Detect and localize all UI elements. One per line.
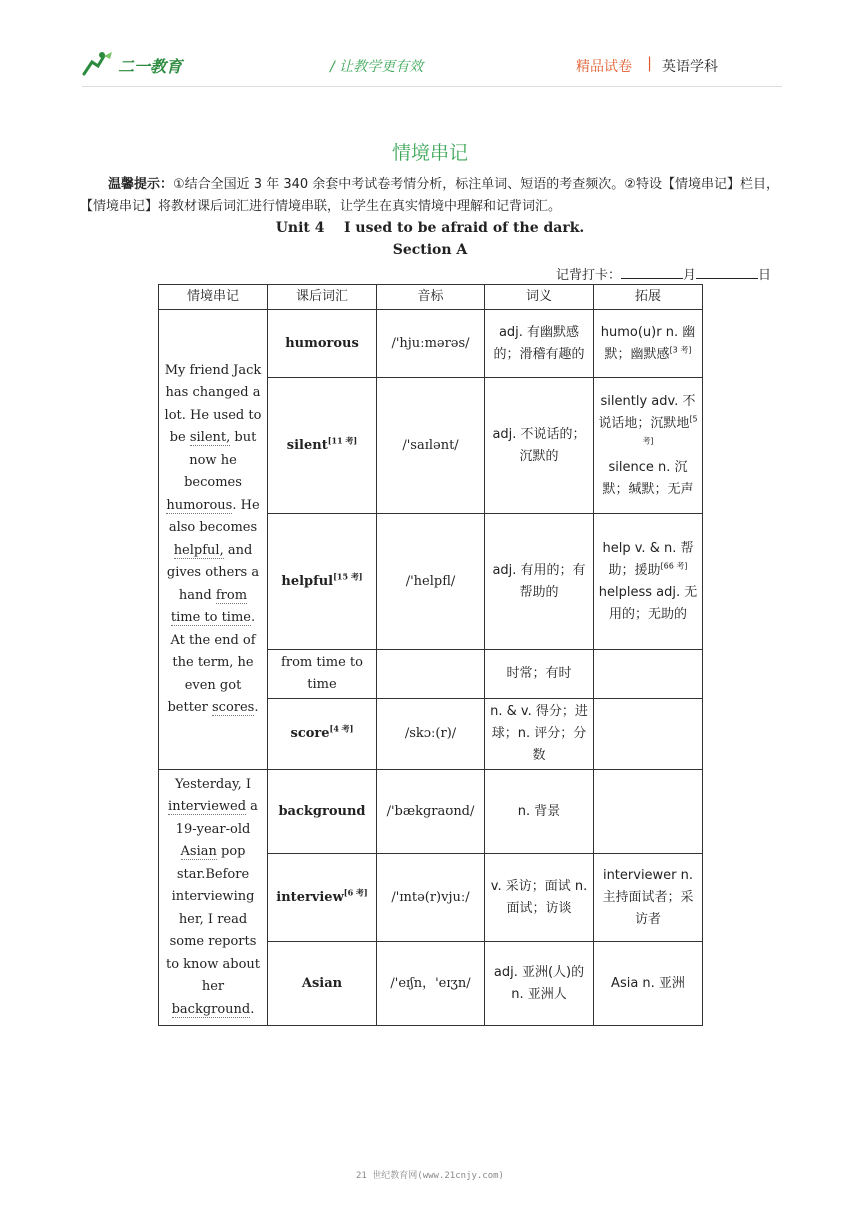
header-divider bbox=[82, 86, 782, 87]
meaning: adj. 亚洲(人)的 n. 亚洲人 bbox=[485, 942, 594, 1026]
vocab-word bbox=[268, 699, 377, 770]
header-separator: | bbox=[647, 54, 653, 72]
phonetic bbox=[377, 650, 485, 699]
tip-label: 温馨提示： bbox=[108, 177, 174, 192]
story-keyword: Asian bbox=[180, 844, 217, 860]
extension bbox=[594, 699, 703, 770]
checkin-day: 日 bbox=[758, 268, 772, 283]
story-keyword: humorous bbox=[166, 497, 233, 513]
unit-heading: Unit 4 I used to be afraid of the dark. bbox=[275, 220, 585, 236]
frequency-mark: [6 考] bbox=[343, 887, 368, 898]
frequency-mark: [66 考] bbox=[660, 561, 688, 571]
word-text: silent bbox=[286, 437, 328, 453]
extension: Asia n. 亚洲 bbox=[594, 942, 703, 1026]
word-text: score bbox=[290, 726, 330, 741]
phonetic: /'helpfl/ bbox=[377, 514, 485, 650]
section-heading: Section A bbox=[392, 242, 468, 258]
phonetic: /'hjuːmərəs/ bbox=[377, 310, 485, 378]
page-title: 情境串记 bbox=[391, 142, 468, 164]
phonetic: /'bækgraʊnd/ bbox=[377, 770, 485, 854]
extension-text: silence n. 沉默；缄默；无声 bbox=[602, 459, 694, 497]
story-keyword: helpful, bbox=[173, 542, 224, 558]
svg-text:二一教育: 二一教育 bbox=[118, 57, 183, 76]
story-text: a 19-year-old bbox=[175, 799, 258, 837]
page-header bbox=[0, 0, 860, 90]
frequency-mark: [4 考] bbox=[329, 723, 354, 734]
word-text: humorous bbox=[285, 335, 359, 351]
phonetic: /skɔː(r)/ bbox=[377, 699, 485, 770]
frequency-mark: [5 考] bbox=[642, 414, 698, 446]
word-text: interview bbox=[276, 889, 344, 905]
frequency-mark: [3 考] bbox=[669, 345, 692, 355]
story-cell-1 bbox=[159, 310, 268, 770]
header-tag-quality: 精品试卷 bbox=[576, 59, 632, 75]
month-blank[interactable] bbox=[621, 266, 683, 279]
extension-text: help v. & n. 帮助；援助 bbox=[602, 540, 694, 578]
header-vocab: 课后词汇 bbox=[268, 285, 377, 310]
header-extension: 拓展 bbox=[594, 285, 703, 310]
extension: interviewer n. 主持面试者；采访者 bbox=[594, 854, 703, 942]
vocab-word bbox=[268, 770, 377, 854]
frequency-mark: [11 考] bbox=[327, 435, 358, 446]
word-text: Asian bbox=[301, 975, 343, 991]
story-keyword: background bbox=[171, 1001, 251, 1017]
meaning: adj. 不说话的；沉默的 bbox=[485, 378, 594, 514]
extension bbox=[594, 378, 703, 514]
story-text: . bbox=[250, 1001, 255, 1017]
header-phonetic: 音标 bbox=[377, 285, 485, 310]
meaning: n. & v. 得分；进球；n. 评分；分数 bbox=[485, 699, 594, 770]
frequency-mark: [15 考] bbox=[333, 571, 363, 582]
checkin-line bbox=[556, 264, 771, 283]
vocab-table bbox=[158, 284, 703, 1026]
header-story: 情境串记 bbox=[159, 285, 268, 310]
story-text: and gives others a hand bbox=[166, 542, 260, 603]
story-text: pop star.Before interviewing her, I read some reports to know about her bbox=[165, 844, 260, 995]
vocab-phrase: from time to time bbox=[268, 650, 377, 699]
story-keyword: from time to time bbox=[170, 587, 251, 625]
header-slogan: / 让教学更有效 bbox=[330, 59, 424, 75]
logo-icon bbox=[82, 50, 202, 80]
vocab-word bbox=[268, 378, 377, 514]
story-keyword: silent, bbox=[189, 430, 231, 445]
tip-paragraph bbox=[80, 174, 784, 218]
meaning: adj. 有用的；有帮助的 bbox=[485, 514, 594, 650]
extension bbox=[594, 770, 703, 854]
page-footer: 21 世纪教育网(www.21cnjy.com) bbox=[356, 1171, 504, 1181]
meaning: 时常；有时 bbox=[485, 650, 594, 699]
table-header-row bbox=[159, 285, 703, 310]
phonetic: /'saɪlənt/ bbox=[377, 378, 485, 514]
day-blank[interactable] bbox=[696, 266, 758, 279]
story-text: but now he becomes bbox=[184, 430, 257, 490]
word-text: helpful bbox=[281, 573, 334, 589]
header-tag-subject: 英语学科 bbox=[662, 59, 718, 75]
vocab-word bbox=[268, 854, 377, 942]
extension bbox=[594, 650, 703, 699]
extension-text: humo(u)r n. 幽默；幽默感 bbox=[600, 324, 696, 362]
meaning: v. 采访；面试 n. 面试；访谈 bbox=[485, 854, 594, 942]
story-text: . At the end of the term, he even got better bbox=[167, 610, 256, 715]
story-keyword: scores bbox=[212, 700, 255, 715]
story-text: . bbox=[254, 700, 259, 715]
story-text: My friend Jack has changed a lot. He used to be bbox=[164, 362, 262, 445]
meaning: adj. 有幽默感的；滑稽有趣的 bbox=[485, 310, 594, 378]
checkin-label: 记背打卡： bbox=[556, 268, 622, 283]
extension bbox=[594, 514, 703, 650]
vocab-word bbox=[268, 310, 377, 378]
table-row bbox=[159, 770, 703, 854]
extension bbox=[594, 310, 703, 378]
story-cell-2 bbox=[159, 770, 268, 1026]
phonetic: /'ɪntə(r)vjuː/ bbox=[377, 854, 485, 942]
extension-text: silently adv. 不说话地；沉默地 bbox=[598, 393, 696, 431]
extension-text: helpless adj. 无用的；无助的 bbox=[598, 584, 698, 622]
phonetic: /'eɪʃn，'eɪʒn/ bbox=[377, 942, 485, 1026]
header-meaning: 词义 bbox=[485, 285, 594, 310]
story-text: . He also becomes bbox=[168, 497, 260, 535]
checkin-month: 月 bbox=[683, 268, 697, 283]
story-keyword: interviewed bbox=[168, 799, 247, 815]
vocab-word bbox=[268, 942, 377, 1026]
meaning: n. 背景 bbox=[485, 770, 594, 854]
story-text: Yesterday, I bbox=[174, 776, 252, 792]
tip-text: ①结合全国近 3 年 340 余套中考试卷考情分析，标注单词、短语的考查频次。②特设【情境串记】栏目，【情境串记】将教材课后词汇进行情境串联，让学生在真实情境中理解和记背词汇。 bbox=[80, 177, 779, 214]
table-row bbox=[159, 310, 703, 378]
word-text: background bbox=[278, 803, 366, 819]
vocab-word bbox=[268, 514, 377, 650]
